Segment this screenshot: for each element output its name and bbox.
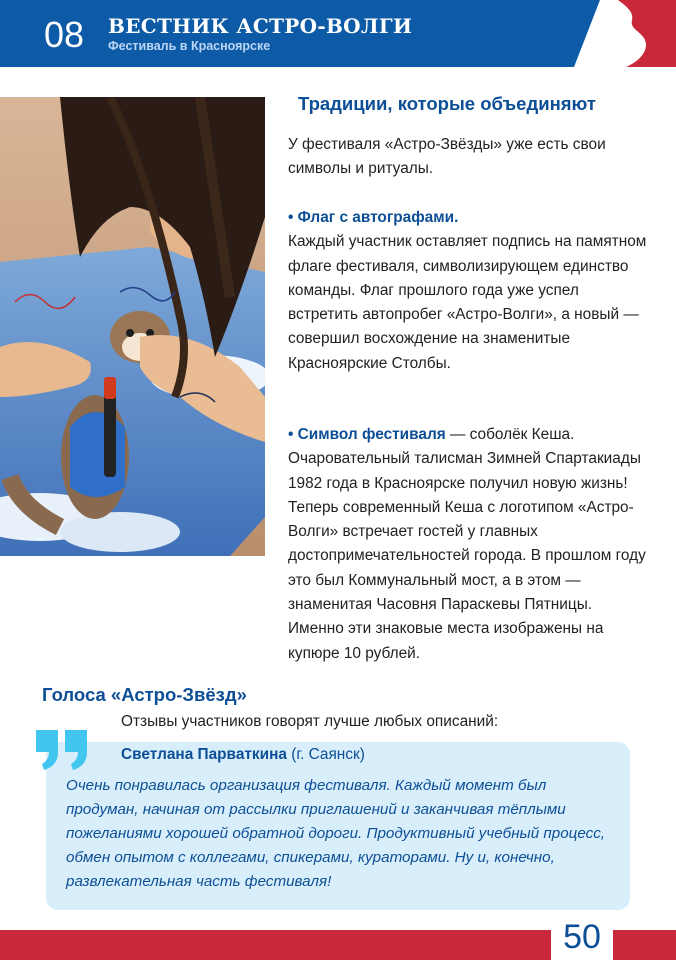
testimonial-text: Очень понравилась организация фестиваля. Каждый момент был продуман, начиная от рассылки приглашений и заканчивая тёплыми пожеланиями хорошей обратной дороги. Продуктивный учебный процесс, обмен опытом с коллегами, спикерами, кураторами. Ну и, конечно, развлекательная часть фестиваля! (66, 777, 606, 890)
page-number: 50 (563, 918, 601, 956)
publication-title: ВЕСТНИК АСТРО-ВОЛГИ (108, 14, 413, 38)
flag-text: Каждый участник оставляет подпись на памятном флаге фестиваля, символизирующем единство команды. Флаг прошлого года уже успел встретить автопробег «Астро-Волги», а новый — совершил восхождение на знаменитые Красноярские Столбы. (288, 233, 647, 372)
publication-subtitle: Фестиваль в Красноярске (108, 39, 271, 53)
issue-number: 08 (44, 14, 85, 55)
flag-paragraph (288, 206, 648, 376)
author-city: (г. Саянск) (291, 746, 365, 763)
section-title: Традиции, которые объединяют (298, 93, 596, 114)
symbol-paragraph (288, 423, 648, 666)
voices-title: Голоса «Астро-Звёзд» (42, 684, 247, 705)
quote-mark-icon (34, 728, 90, 772)
symbol-text: — соболёк Кеша. Очаровательный талисман Зимней Спартакиады 1982 года в Красноярске получил новую жизнь! Теперь современный Кеша с логотипом «Астро-Волги» встречает гостей у главных достопримечательностей города. В прошлом году это был Коммунальный мост, а в этом — знаменитая Часовня Параскевы Пятницы. Именно эти знаковые места изображены на купюре 10 рублей. (288, 426, 646, 662)
article-intro: У фестиваля «Астро-Звёзды» уже есть свои символы и ритуалы. (288, 136, 606, 178)
page-header (0, 0, 676, 67)
author-name: Светлана Парваткина (121, 746, 287, 763)
testimonial-author (121, 746, 365, 764)
symbol-label: • Символ фестиваля (288, 426, 446, 443)
voices-intro: Отзывы участников говорят лучше любых описаний: (121, 713, 499, 730)
flag-label: • Флаг с автографами. (288, 209, 459, 226)
header-corner-decoration (560, 0, 676, 67)
festival-flag-photo (0, 97, 265, 556)
